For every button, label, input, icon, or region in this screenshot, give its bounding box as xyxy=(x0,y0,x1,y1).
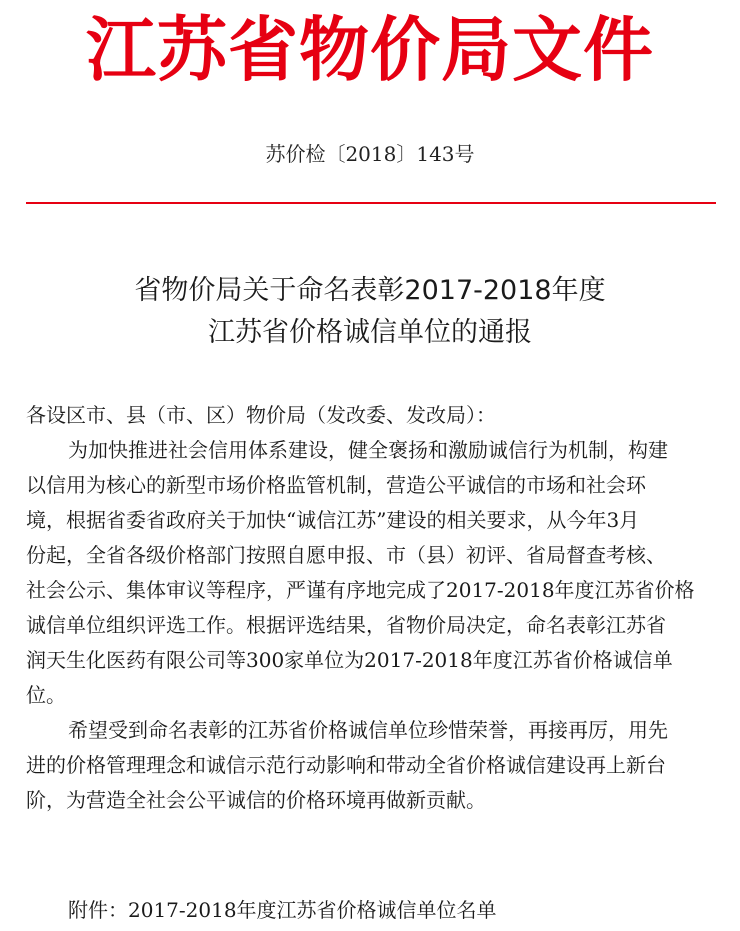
title-line-2: 江苏省价格诚信单位的通报 xyxy=(208,317,532,348)
body-line-8: 位。 xyxy=(26,683,66,707)
body-line-7: 润天生化医药有限公司等300家单位为2017-2018年度江苏省价格诚信单 xyxy=(26,648,673,672)
title-line-1: 省物价局关于命名表彰2017-2018年度 xyxy=(134,275,606,306)
body-line-10: 进的价格管理理念和诚信示范行动影响和带动全省价格诚信建设再上新台 xyxy=(26,753,666,777)
salutation: 各设区市、县（市、区）物价局（发改委、发改局）： xyxy=(26,403,496,427)
document-number: 苏价检〔2018〕143号 xyxy=(265,142,475,166)
document-masthead: 江苏省物价局文件 xyxy=(86,8,654,91)
red-divider-line xyxy=(26,202,716,204)
body-line-6: 诚信单位组织评选工作。根据评选结果，省物价局决定，命名表彰江苏省 xyxy=(26,613,666,637)
attachment-note: 附件：2017-2018年度江苏省价格诚信单位名单 xyxy=(68,898,497,922)
body-line-11: 阶，为营造全社会公平诚信的价格环境再做新贡献。 xyxy=(26,788,486,812)
body-line-3: 境，根据省委省政府关于加快“诚信江苏”建设的相关要求，从今年3月 xyxy=(26,508,640,532)
body-line-4: 份起，全省各级价格部门按照自愿申报、市（县）初评、省局督查考核、 xyxy=(26,543,666,567)
body-line-5: 社会公示、集体审议等程序，严谨有序地完成了2017-2018年度江苏省价格 xyxy=(26,578,695,602)
body-line-1: 为加快推进社会信用体系建设，健全褒扬和激励诚信行为机制，构建 xyxy=(68,438,668,462)
body-line-9: 希望受到命名表彰的江苏省价格诚信单位珍惜荣誉，再接再厉，用先 xyxy=(68,718,668,742)
document-title xyxy=(0,270,740,354)
document-body xyxy=(26,398,716,818)
body-line-2: 以信用为核心的新型市场价格监管机制，营造公平诚信的市场和社会环 xyxy=(26,473,646,497)
